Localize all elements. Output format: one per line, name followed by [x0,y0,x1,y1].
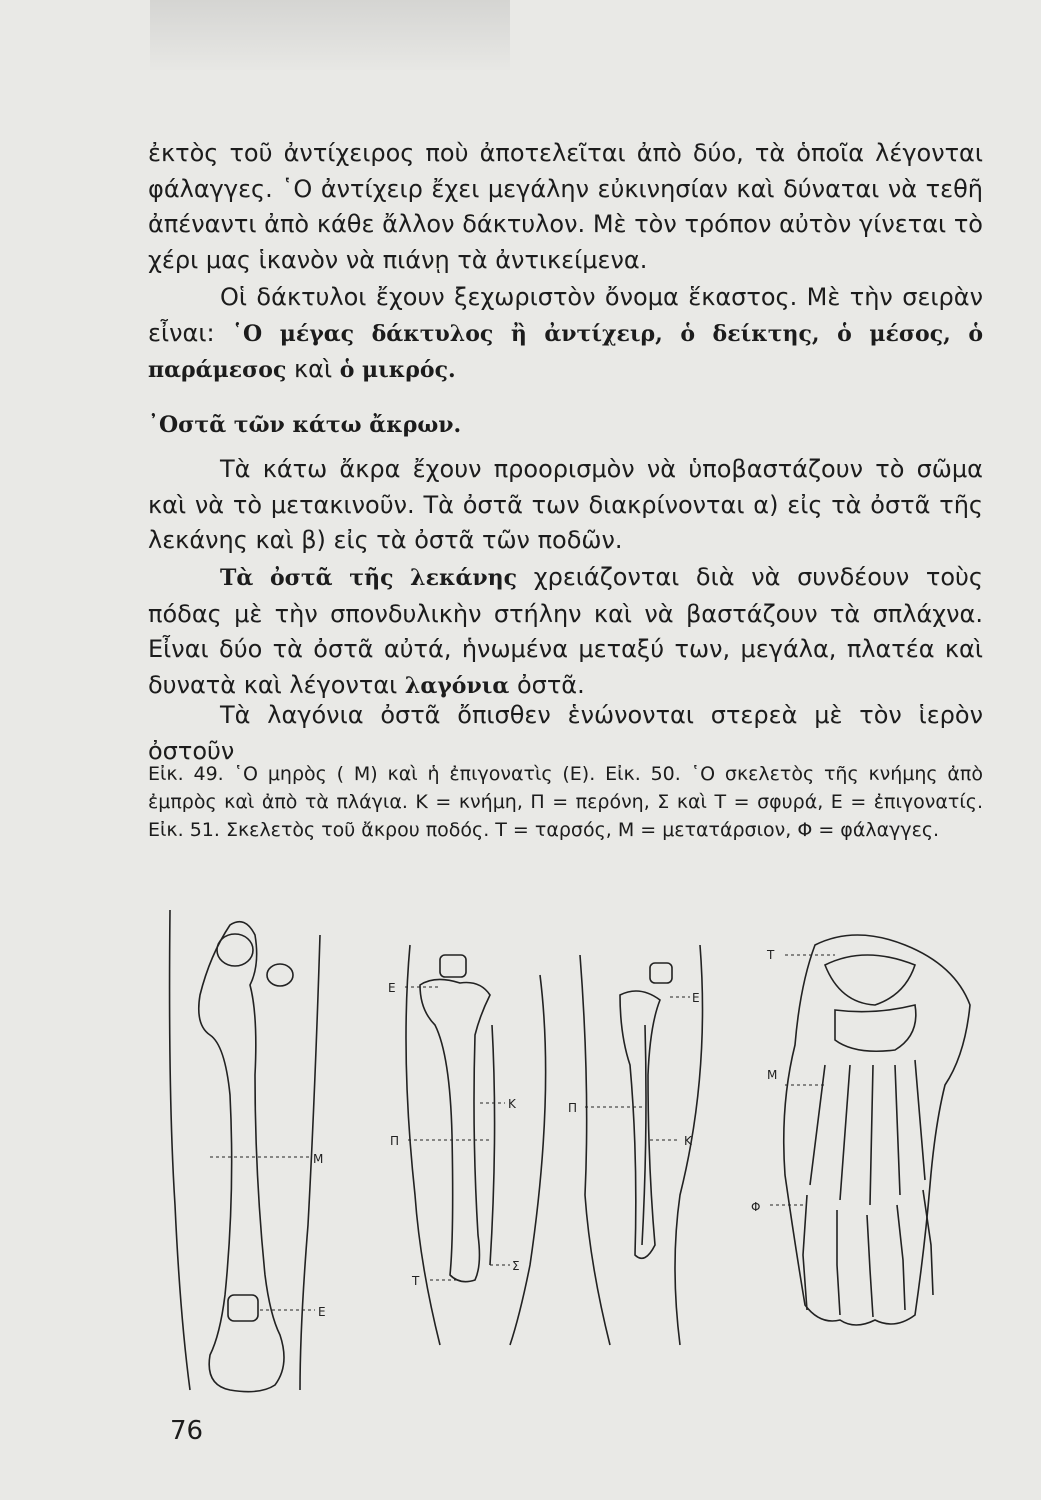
p4-bold: Τὰ ὀστᾶ τῆς λεκάνης [220,565,518,591]
talus-bone [825,955,915,1005]
label-m: Μ [313,1152,324,1166]
page-number: 76 [170,1416,204,1446]
label-e-side: Ε [692,991,700,1005]
label-t-foot: Τ [767,948,775,962]
foot-outline [784,935,970,1325]
figure-foot-skeleton [745,925,985,1345]
figure-caption-block [148,760,983,844]
section-heading: ᾿Οστᾶ τῶν κάτω ἄκρων. [148,412,462,438]
label-e: Ε [318,1305,326,1319]
figure-caption: Εἰκ. 49. ῾Ο μηρὸς ( Μ) καὶ ἡ ἐπιγονατὶς (Ε). Εἰκ. 50. ῾Ο σκελετὸς τῆς κνήμης ἀπὸ ἐμπρὸς καὶ ἀπὸ τὰ πλάγια. Κ = κνήμη, Π = περόνη, Σ καὶ Τ = σφυρά, Ε = ἐπιγονατίς. Εἰκ. 51. Σκελετὸς τοῦ ἄκρου ποδός. Τ = ταρσός, Μ = μετατάρσιον, Φ = φάλαγγες. [148,763,983,841]
leg-outline-front-right [510,975,546,1345]
tarsal-bones [835,1005,916,1051]
pelvis-fragment [267,964,293,986]
paragraph-lower-limbs [148,452,983,559]
fibula-side [642,1025,646,1245]
label-p-side: Π [568,1101,578,1115]
p4-end: ὀστᾶ. [509,670,585,699]
label-t-front: Τ [412,1274,420,1288]
p2-pre: Οἱ δάκτυλοι ἔχουν ξεχωριστὸν ὄνομα ἕκαστος. Μὲ τὴν σειρὰν εἶναι: [148,283,983,347]
tibia-side [620,991,660,1258]
phalanx-bones [803,1190,933,1317]
femur-head [217,934,253,966]
thigh-outline-left [170,910,190,1390]
p2-bold-2: ὁ μικρός. [339,357,456,384]
paragraph-fingers [148,136,983,278]
label-k-front: Κ [508,1097,516,1111]
patella-front [440,955,466,977]
patella [228,1295,258,1321]
label-m-foot: Μ [767,1068,778,1082]
figure-leg-skeleton [380,935,740,1355]
bleed-through-shadow [150,0,510,70]
leg-outline-side-left [580,955,610,1345]
label-p-front: Π [390,1134,400,1148]
section-heading-block [148,412,983,438]
tibia-front [420,979,490,1281]
label-k-side: Κ [684,1134,692,1148]
paragraph-5: Τὰ λαγόνια ὀστᾶ ὄπισθεν ἑνώνονται στερεὰ μὲ τὸν ἱερὸν ὀστοῦν [148,701,983,765]
p4-text: χρειάζονται διὰ νὰ συνδέουν τοὺς πόδας μὲ τὴν σπονδυλικὴν στήλην καὶ νὰ βαστάζουν τὰ σπλάχνα. Εἶναι δύο τὰ ὀστᾶ αὐτά, ἡνωμένα μεταξύ των, μεγάλα, πλατέα καὶ δυνατὰ καὶ λέγονται [148,563,983,699]
p2-mid: καὶ [286,355,340,384]
label-e-front: Ε [388,981,396,995]
paragraph-pelvis [148,560,983,704]
p4-bold-2: λαγόνια [404,672,510,699]
paragraph-4 [148,560,983,704]
metatarsal-bones [810,1060,925,1205]
p2-bold-1: ῾Ο μέγας δάκτυλος ἢ ἀντίχειρ, ὁ δείκτης, ὁ μέσος, ὁ παράμεσος [148,320,983,384]
label-s-front: Σ [512,1259,520,1273]
paragraph-3: Τὰ κάτω ἄκρα ἔχουν προορισμὸν νὰ ὑποβαστάζουν τὸ σῶμα καὶ νὰ τὸ μετακινοῦν. Τὰ ὀστᾶ των διακρίνονται α) εἰς τὰ ὀστᾶ τῆς λεκάνης καὶ β) εἰς τὰ ὀστᾶ τῶν ποδῶν. [148,455,983,555]
label-f-foot: Φ [751,1200,761,1214]
patella-side [650,963,672,983]
paragraph-2 [148,280,983,389]
fibula-front [490,1025,495,1265]
paragraph-ilium [148,698,983,769]
paragraph-finger-names [148,280,983,389]
paragraph-1: ἐκτὸς τοῦ ἀντίχειρος ποὺ ἀποτελεῖται ἀπὸ δύο, τὰ ὁποῖα λέγονται φάλαγγες. ῾Ο ἀντίχειρ ἔχει μεγάλην εὐκινησίαν καὶ δύναται νὰ τεθῆ ἀπέναντι ἀπὸ κάθε ἄλλον δάκτυλον. Μὲ τὸν τρόπον αὐτὸν γίνεται τὸ χέρι μας ἱκανὸν νὰ πιάνῃ τὰ ἀντικείμενα. [148,139,983,274]
figure-femur [150,895,350,1395]
